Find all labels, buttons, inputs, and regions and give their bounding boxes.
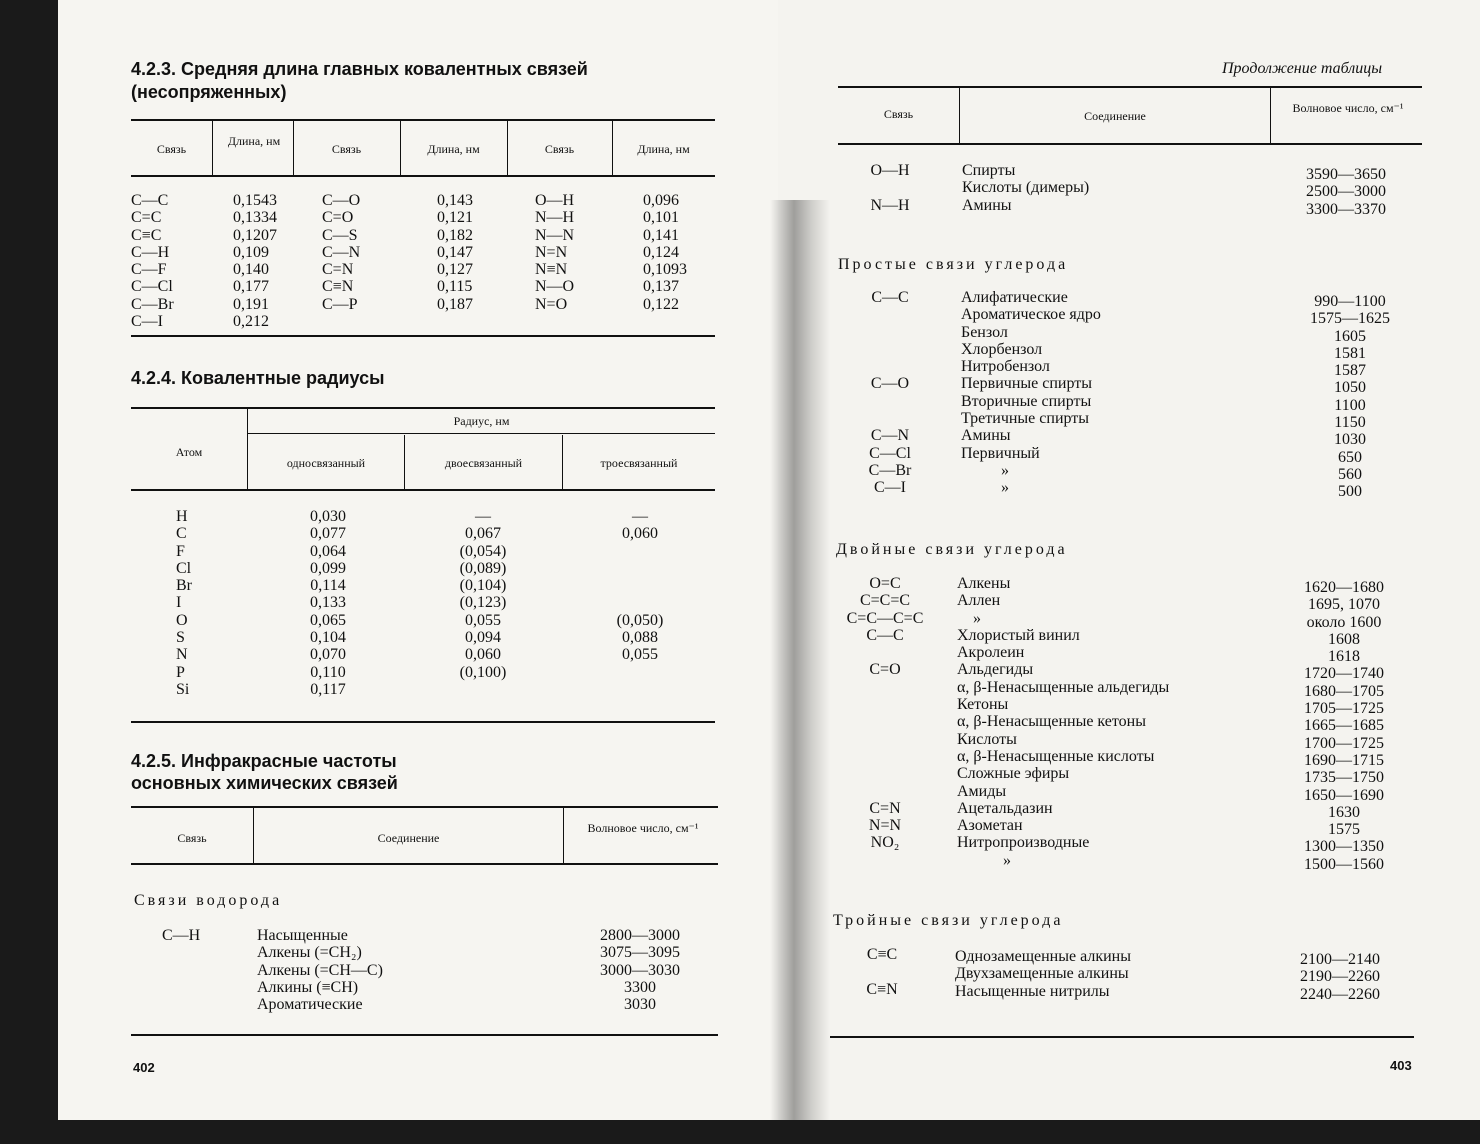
atom-cell: Cl — [176, 559, 192, 577]
bond-column — [131, 192, 174, 330]
bond-cell: C=C—C=C — [846, 609, 924, 627]
radius-cell — [600, 577, 680, 594]
length-cell: 0,141 — [643, 226, 679, 244]
wavenumber-cell: 1100 — [1334, 396, 1366, 414]
radius-cell: 0,060 — [465, 646, 501, 664]
bond-cell: C—P — [322, 295, 358, 313]
wavenumber-cell: 2240—2260 — [1300, 985, 1380, 1003]
compound-cell: » — [973, 609, 981, 627]
wavenumber-cell: 3000—3030 — [600, 961, 680, 979]
bond-cell: N—H — [870, 196, 910, 214]
bond-cell: C—Cl — [869, 444, 911, 462]
radius-cell: 0,094 — [465, 629, 501, 647]
radius-cell: 0,060 — [622, 525, 658, 543]
compound-column — [957, 575, 1169, 869]
length-cell: 0,122 — [643, 295, 679, 313]
wavenumber-column — [1294, 579, 1394, 873]
compound-cell: Ароматическое ядро — [961, 306, 1101, 324]
section-423-title-line1: 4.2.3. Средняя длина главных ковалентных связей — [131, 59, 588, 79]
atom-column — [176, 508, 192, 698]
radius-cell: 0,104 — [310, 629, 346, 647]
wavenumber-cell: 1030 — [1334, 431, 1366, 449]
radius-cell: (0,104) — [459, 577, 507, 595]
bond-cell: N=N — [868, 817, 902, 835]
wavenumber-cell: 2800—3000 — [600, 927, 680, 944]
radius-cell — [600, 543, 680, 560]
compound-column — [257, 927, 383, 1013]
wavenumber-cell: 2190—2260 — [1300, 968, 1380, 986]
compound-cell: Хлористый винил — [957, 626, 1080, 644]
bond-cell: C—N — [322, 243, 361, 261]
wavenumber-cell: 1650—1690 — [1304, 786, 1384, 804]
section-425-title-line1: 4.2.5. Инфракрасные частоты — [131, 751, 397, 771]
column-header: Связь — [156, 142, 187, 156]
compound-cell: Первичный — [961, 444, 1040, 462]
compound-cell: » — [1003, 851, 1011, 869]
compound-cell: Однозамещенные алкины — [955, 948, 1131, 965]
table-rule — [830, 1036, 1414, 1038]
atom-cell: I — [176, 594, 182, 612]
wavenumber-cell: 1720—1740 — [1304, 665, 1384, 683]
section-423-title-line2: (несопряженных) — [131, 82, 287, 102]
bond-cell: C=C — [131, 209, 162, 227]
radius-cell: (0,050) — [616, 611, 664, 629]
table-divider — [1270, 88, 1271, 143]
bond-cell: O—H — [870, 162, 910, 179]
compound-cell: Нитропроизводные — [957, 834, 1090, 852]
table-rule — [131, 407, 715, 409]
compound-cell: Нитробензол — [961, 358, 1050, 376]
bond-cell — [850, 306, 930, 323]
column-header: Связь — [331, 142, 362, 156]
length-column — [233, 192, 277, 330]
compound-cell: Алифатические — [961, 289, 1068, 306]
compound-cell: Первичные спирты — [961, 375, 1092, 393]
length-cell: 0,124 — [643, 243, 679, 261]
wavenumber-cell: 1608 — [1328, 630, 1360, 648]
bond-cell — [830, 783, 940, 800]
table-rule — [131, 119, 715, 121]
length-cell: 0,121 — [437, 209, 473, 227]
radius-cell — [443, 681, 523, 698]
page-number-left: 402 — [133, 1060, 155, 1075]
column-header-radius: Радиус, нм — [453, 414, 510, 428]
radius-cell: 0,055 — [465, 611, 501, 629]
group-title-single-carbon: Простые связи углерода — [838, 256, 1069, 273]
wavenumber-cell: 1300—1350 — [1304, 838, 1384, 856]
bond-cell: C—I — [131, 313, 163, 331]
bond-cell: C—H — [131, 243, 170, 261]
compound-cell: » — [1001, 461, 1009, 479]
wavenumber-cell: 1700—1725 — [1304, 734, 1384, 752]
bond-cell: C—F — [131, 261, 167, 279]
section-424-title: 4.2.4. Ковалентные радиусы — [131, 368, 385, 388]
bond-cell: C=N — [322, 261, 354, 279]
radius-cell: 0,077 — [310, 525, 346, 543]
length-cell: 0,096 — [643, 192, 679, 209]
bond-cell: C≡N — [322, 278, 354, 296]
bond-cell — [830, 696, 940, 713]
wavenumber-column — [590, 927, 690, 1013]
compound-cell: α, β-Ненасыщенные кетоны — [957, 713, 1146, 731]
bond-cell: C=N — [869, 799, 901, 817]
compound-cell: Хлорбензол — [961, 340, 1043, 358]
column-header-wavenumber: Волновое число, см⁻¹ — [587, 821, 699, 835]
bond-cell: N=N — [535, 243, 568, 261]
compound-column — [955, 948, 1131, 1000]
atom-cell: Br — [176, 577, 192, 595]
table-rule — [838, 143, 1422, 145]
group-title-hydrogen: Связи водорода — [134, 892, 283, 909]
compound-cell: Третичные спирты — [961, 410, 1090, 428]
bond-cell: N≡N — [535, 261, 568, 279]
compound-column — [962, 162, 1089, 214]
atom-cell: P — [176, 663, 185, 681]
length-cell: 0,191 — [233, 295, 269, 313]
length-column — [437, 192, 473, 313]
compound-cell: Насыщенные нитрилы — [955, 982, 1110, 1000]
compound-cell: Алкены (=CH₂) — [257, 944, 362, 962]
compound-cell: Спирты — [962, 162, 1016, 179]
wavenumber-cell: 1735—1750 — [1304, 769, 1384, 787]
bond-cell: C—Br — [868, 461, 912, 479]
wavenumber-cell: 1705—1725 — [1304, 700, 1384, 718]
radius-cell: 0,110 — [310, 663, 346, 681]
column-header-compound: Соединение — [1084, 109, 1146, 123]
radius-cell — [600, 681, 680, 698]
radius-cell: 0,064 — [310, 542, 346, 560]
bond-column — [322, 192, 360, 313]
bond-cell: C—Cl — [131, 278, 173, 296]
bond-cell: C—C — [131, 192, 169, 209]
table-rule — [838, 86, 1422, 88]
bond-cell — [850, 393, 930, 410]
bond-cell: C—Br — [131, 295, 174, 313]
wavenumber-cell: 1581 — [1334, 344, 1366, 362]
length-cell: 0,1093 — [643, 261, 687, 279]
bond-column — [850, 162, 930, 214]
wavenumber-cell: 560 — [1338, 465, 1362, 483]
column-header: Длина, нм — [427, 142, 480, 156]
radius-cell: (0,100) — [459, 663, 507, 681]
table-divider — [212, 121, 213, 175]
column-header: Длина, нм — [637, 142, 690, 156]
radius-cell: 0,114 — [310, 577, 346, 595]
radius-cell: 0,030 — [310, 508, 346, 525]
compound-cell: » — [1001, 479, 1009, 497]
bond-cell: C=C=C — [859, 592, 911, 610]
column-header: Длина, нм — [227, 134, 281, 148]
length-cell: 0,115 — [437, 278, 473, 296]
wavenumber-cell: 3030 — [624, 996, 656, 1014]
compound-cell: Ароматические — [257, 996, 363, 1014]
wavenumber-cell: 1605 — [1334, 327, 1366, 345]
bond-cell — [830, 731, 940, 748]
bond-cell: C—O — [870, 375, 910, 393]
bond-column — [842, 946, 922, 998]
length-column — [643, 192, 687, 313]
table-rule — [131, 863, 718, 865]
compound-cell: Кислоты (димеры) — [962, 179, 1090, 197]
bond-cell — [850, 324, 930, 341]
radius-cell: — — [632, 508, 648, 525]
section-425-title-line2: основных химических связей — [131, 773, 398, 793]
wavenumber-cell: 2500—3000 — [1306, 183, 1386, 201]
bond-cell: C—S — [322, 226, 358, 244]
bond-cell — [850, 341, 930, 358]
bond-cell — [850, 179, 930, 196]
bond-cell — [830, 644, 940, 661]
compound-cell: Азометан — [957, 817, 1023, 835]
length-cell: 0,143 — [437, 192, 473, 209]
length-cell: 0,212 — [233, 313, 269, 331]
atom-cell: S — [176, 629, 185, 647]
bond-cell — [830, 765, 940, 782]
length-cell: 0,140 — [233, 261, 269, 279]
table-divider — [563, 808, 564, 863]
compound-cell: Акролеин — [957, 644, 1025, 662]
wavenumber-cell: 650 — [1338, 448, 1362, 466]
bond-cell: NO₂ — [870, 834, 900, 852]
wavenumber-cell: 990—1100 — [1314, 293, 1386, 310]
bond-cell: C—C — [866, 626, 904, 644]
compound-column — [961, 289, 1101, 497]
length-cell: 0,147 — [437, 243, 473, 261]
radius-cell: (0,054) — [459, 542, 507, 560]
wavenumber-column — [1300, 293, 1400, 501]
compound-cell: Кетоны — [957, 696, 1009, 714]
wavenumber-column — [1296, 166, 1396, 218]
group-title-double-carbon: Двойные связи углерода — [836, 541, 1068, 558]
bond-column — [850, 289, 930, 497]
bond-cell — [842, 963, 922, 980]
table-rule — [131, 806, 718, 808]
table-rule — [131, 1034, 718, 1036]
radius-cell: (0,089) — [459, 559, 507, 577]
book-gutter-shadow — [770, 200, 830, 1120]
bond-cell: N—N — [535, 226, 575, 244]
bond-cell — [850, 410, 930, 427]
bond-cell: C—N — [870, 427, 910, 445]
compound-cell: Амины — [961, 427, 1011, 445]
column-header: Связь — [544, 142, 575, 156]
bond-column — [535, 192, 574, 313]
atom-cell: H — [176, 508, 188, 525]
column-header-bond: Связь — [177, 831, 207, 845]
wavenumber-cell: 1630 — [1328, 803, 1360, 821]
bond-cell: C—O — [322, 192, 361, 209]
bond-cell: O=C — [869, 575, 901, 592]
page-number-right: 403 — [1390, 1058, 1412, 1073]
double-radius-column — [443, 508, 523, 698]
wavenumber-cell: 2100—2140 — [1300, 951, 1380, 968]
bond-cell — [830, 713, 940, 730]
compound-cell: Амиды — [957, 782, 1007, 800]
wavenumber-cell: 3300—3370 — [1306, 200, 1386, 218]
wavenumber-cell: 3075—3095 — [600, 944, 680, 962]
wavenumber-cell: 1690—1715 — [1304, 751, 1384, 769]
bond-cell: N=O — [535, 295, 568, 313]
radius-cell: 0,065 — [310, 611, 346, 629]
wavenumber-cell: 500 — [1338, 483, 1362, 501]
radius-cell: 0,117 — [310, 680, 346, 698]
length-cell: 0,137 — [643, 278, 679, 296]
wavenumber-cell: 3590—3650 — [1306, 166, 1386, 183]
bond-cell: C≡N — [866, 980, 898, 998]
compound-cell: Аллен — [957, 592, 1001, 610]
table-rule — [131, 489, 715, 491]
wavenumber-cell: 1150 — [1334, 414, 1366, 432]
column-header-bond: Связь — [883, 107, 914, 121]
wavenumber-cell: 1575—1625 — [1310, 310, 1390, 328]
compound-cell: Вторичные спирты — [961, 392, 1092, 410]
triple-radius-column — [600, 508, 680, 698]
wavenumber-cell: 1680—1705 — [1304, 682, 1384, 700]
radius-cell: 0,070 — [310, 646, 346, 664]
radius-cell: 0,055 — [622, 646, 658, 664]
radius-cell: (0,123) — [459, 594, 507, 612]
length-cell: 0,1334 — [233, 209, 277, 227]
bond-cell: C=O — [322, 209, 354, 227]
wavenumber-cell: 1500—1560 — [1304, 855, 1384, 873]
wavenumber-cell: 1587 — [1334, 362, 1366, 380]
compound-cell: Сложные эфиры — [957, 765, 1070, 783]
length-cell: 0,109 — [233, 243, 269, 261]
continuation-label: Продолжение таблицы — [1222, 60, 1383, 77]
bond-column — [830, 575, 940, 869]
bond-cell — [830, 679, 940, 696]
compound-cell: Ацетальдазин — [957, 799, 1053, 817]
length-cell: 0,1207 — [233, 226, 277, 244]
column-header-double: двоесвязанный — [444, 456, 523, 470]
single-radius-column — [288, 508, 368, 698]
wavenumber-cell: 1575 — [1328, 821, 1360, 839]
column-header-compound: Соединение — [377, 831, 440, 845]
bond-cell: N—H — [535, 209, 575, 227]
length-cell: 0,127 — [437, 261, 473, 279]
wavenumber-cell: 1618 — [1328, 648, 1360, 666]
compound-cell: Амины — [962, 196, 1012, 214]
bond-cell — [830, 852, 940, 869]
bond-cell: C—C — [871, 289, 909, 306]
bond-cell: O—H — [535, 192, 575, 209]
bond-cell: C—I — [874, 479, 906, 497]
radius-cell: — — [475, 508, 491, 525]
wavenumber-cell: 3300 — [624, 978, 656, 996]
bond-cell: C≡C — [866, 946, 898, 963]
radius-cell: 0,133 — [310, 594, 346, 612]
compound-cell: α, β-Ненасыщенные кислоты — [957, 747, 1155, 765]
wavenumber-cell: 1695, 1070 — [1308, 596, 1380, 614]
bond-cell: C=O — [869, 661, 901, 679]
wavenumber-cell: около 1600 — [1306, 613, 1382, 631]
column-header-atom: Атом — [175, 445, 203, 459]
bond-cell: C—H — [162, 927, 201, 944]
compound-cell: Кислоты — [957, 730, 1017, 748]
atom-cell: C — [176, 525, 187, 543]
column-header-triple: троесвязанный — [600, 456, 678, 470]
compound-cell: Бензол — [961, 323, 1008, 341]
table-rule — [248, 433, 715, 434]
table-rule — [131, 335, 715, 337]
compound-cell: Двухзамещенные алкины — [955, 965, 1129, 983]
table-rule — [131, 721, 715, 723]
length-cell: 0,182 — [437, 226, 473, 244]
compound-cell: Алкины (≡CH) — [257, 978, 359, 996]
wavenumber-column — [1290, 951, 1390, 1003]
bond-cell: N—O — [535, 278, 575, 296]
compound-cell: Насыщенные — [257, 927, 348, 944]
radius-cell — [600, 594, 680, 611]
radius-cell — [600, 560, 680, 577]
bond-cell: C≡C — [131, 226, 162, 244]
length-cell: 0,177 — [233, 278, 269, 296]
radius-cell: 0,067 — [465, 525, 501, 543]
atom-cell: N — [176, 646, 188, 664]
group-title-triple-carbon: Тройные связи углерода — [833, 912, 1064, 929]
wavenumber-cell: 1620—1680 — [1304, 579, 1384, 596]
radius-cell: 0,099 — [310, 559, 346, 577]
compound-cell: Алкены — [957, 575, 1011, 592]
length-cell: 0,101 — [643, 209, 679, 227]
atom-cell: Si — [176, 680, 190, 698]
column-header-wavenumber: Волновое число, см⁻¹ — [1292, 101, 1404, 115]
wavenumber-cell: 1665—1685 — [1304, 717, 1384, 735]
radius-cell: 0,088 — [622, 629, 658, 647]
bond-cell — [850, 358, 930, 375]
radius-cell — [600, 664, 680, 681]
table-rule — [131, 175, 715, 177]
column-header-single: односвязанный — [286, 456, 366, 470]
compound-cell: Алкены (=CH—C) — [257, 961, 383, 979]
wavenumber-cell: 1050 — [1334, 379, 1366, 397]
bond-cell — [830, 748, 940, 765]
length-cell: 0,187 — [437, 295, 473, 313]
atom-cell: O — [176, 611, 188, 629]
length-cell: 0,1543 — [233, 192, 277, 209]
atom-cell: F — [176, 542, 185, 560]
compound-cell: α, β-Ненасыщенные альдегиды — [957, 678, 1170, 696]
compound-cell: Альдегиды — [957, 661, 1034, 679]
